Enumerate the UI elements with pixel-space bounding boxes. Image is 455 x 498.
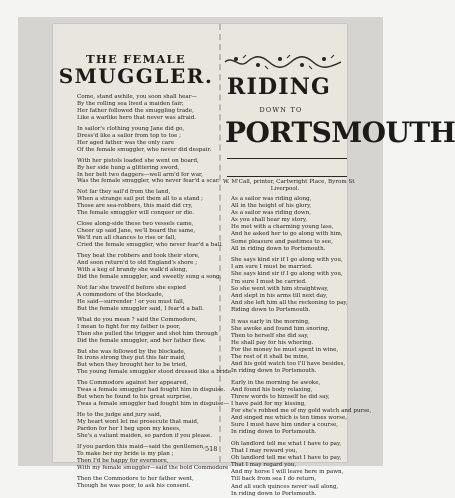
verse-line: Like a warlike hero that never was afraid. bbox=[77, 114, 197, 121]
broadside-sheet bbox=[53, 24, 455, 497]
verse-line: Did the female smuggler, and sweetly sung a song. bbox=[77, 273, 222, 280]
verse-line: But the female smuggler said, I fear'd a ball. bbox=[77, 305, 204, 312]
verse-line: Did the female smuggler, and her father flew. bbox=[77, 337, 206, 344]
verse-line: What do you mean ? said the Commodore, bbox=[77, 316, 198, 323]
verse-line: They beat the robbers and took their store, bbox=[77, 253, 200, 260]
left-song-verses bbox=[77, 94, 232, 490]
verse-line: Till back from sea I do return, bbox=[231, 476, 317, 483]
verse-line: Sure I must have him under a course, bbox=[231, 422, 339, 429]
verse-line: Then I'd be happy for evermore, bbox=[77, 457, 169, 464]
verse-line: In riding down to Portsmouth. bbox=[231, 368, 317, 375]
verse-line: With a keg of brandy she walk'd along, bbox=[77, 266, 188, 273]
verse-line: He to the judge and jury said, bbox=[77, 412, 162, 419]
right-column bbox=[223, 24, 455, 497]
printer-imprint-line1: W. M'Call, printer, Cartwright Place, Byrom St bbox=[223, 179, 355, 185]
verse-line: He shall pay for his whoring. bbox=[231, 339, 314, 346]
verse-line: My heart wont let me prosecute that maid, bbox=[77, 419, 199, 426]
verse-line: The rest of it shall be mine, bbox=[231, 353, 309, 360]
verse-line: As you shall hear my story, bbox=[231, 217, 308, 224]
verse-line: Though he was poor, to ask his consent. bbox=[77, 482, 191, 489]
verse-line: She's a valiant maiden, so pardon if you please. bbox=[77, 432, 213, 439]
verse-line: By her side hung a glittering sword, bbox=[77, 164, 180, 171]
verse-line: And soon return'd to old England's shore ; bbox=[77, 260, 198, 267]
verse-line: We'll run all chances to rise or fall, bbox=[77, 235, 177, 242]
verse-line: I'm sure I must be carried. bbox=[231, 278, 307, 285]
verse-line: Oh landlord tell me what I have to pay, bbox=[231, 455, 342, 462]
verse-line: That I may regard you, bbox=[231, 462, 297, 469]
verse-line: And my horse I will leave here in pawn, bbox=[231, 469, 344, 476]
verse-line: To make her my bride is my plan ; bbox=[77, 450, 174, 457]
verse-line: But when he found to his great surprise, bbox=[77, 394, 193, 401]
right-song-verses bbox=[231, 196, 372, 498]
title-rule-bottom bbox=[227, 176, 347, 177]
verse-line: In irons strong they put this fair maid, bbox=[77, 355, 186, 362]
song-title-down-to: DOWN TO bbox=[259, 106, 303, 114]
verse-line: Twas a female smuggler had fought him in disguise. bbox=[77, 387, 226, 394]
verse-line: Her father followed the smuggling trade, bbox=[77, 107, 194, 114]
verse-line: Close along-side these two vessels came, bbox=[77, 221, 194, 228]
verse-line: In riding down to Portsmouth. bbox=[231, 429, 317, 436]
verse-line: And he asked her to go along with him, bbox=[231, 231, 343, 238]
verse-line: She says kind sir if I go along with you, bbox=[231, 271, 343, 278]
verse-line: Pardon for her I beg upon my knees, bbox=[77, 426, 181, 433]
verse-line: I mean to fight for my father is poor, bbox=[77, 323, 181, 330]
verse-line: Then the Commodore to her father went, bbox=[77, 475, 194, 482]
verse-line: Of the female smuggler, who never did despair. bbox=[77, 146, 212, 153]
title-rule-top bbox=[227, 158, 347, 159]
verse-line: And slept in his arms till next day, bbox=[231, 292, 328, 299]
verse-line: And all such quinces never sail along, bbox=[231, 483, 339, 490]
page-number: 518 bbox=[205, 445, 218, 453]
verse-line: Then she pulled the trigger and shot him through bbox=[77, 330, 218, 337]
left-column bbox=[53, 24, 232, 489]
verse-line: That I may reward you, bbox=[231, 448, 298, 455]
verse-line: Not far she travell'd before she espied bbox=[77, 284, 187, 291]
verse-line: The young female smuggler stood dressed like a bride bbox=[77, 369, 232, 376]
verse-line: But she was followed by the blockade, bbox=[77, 348, 186, 355]
verse-line: The female smuggler will conquer or die. bbox=[77, 210, 195, 217]
verse-line: Not far they sail'd from the land, bbox=[77, 189, 171, 196]
verse-line: As a sailor was riding down, bbox=[231, 210, 312, 217]
song-title: SMUGGLER. bbox=[58, 64, 214, 88]
verse-line: It was early in the morning, bbox=[231, 318, 310, 325]
verse-line: Some pleasure and pastimes to see, bbox=[231, 238, 333, 245]
verse-line: But when they brought her to be tried, bbox=[77, 362, 188, 369]
verse-line: Riding down to Portsmouth. bbox=[231, 306, 311, 313]
printer-imprint-line2: Liverpool. bbox=[270, 186, 300, 192]
verse-line: Cheer up said Jane, we'll board the same, bbox=[77, 228, 196, 235]
verse-line: And his gold watch too I'll have besides, bbox=[231, 361, 346, 368]
verse-line: Her aged father was the only care bbox=[77, 139, 175, 146]
verse-line: Was the female smuggler, who never fear'd a scar. bbox=[77, 178, 220, 185]
verse-line: Those are sea-robbers, this maid did cry, bbox=[77, 203, 193, 210]
verse-line: Dress'd like a sailor from top to toe ; bbox=[77, 132, 182, 139]
verse-line: He met with a charming young lass, bbox=[231, 224, 334, 231]
verse-line: Come, stand awhile, you soon shall hear— bbox=[77, 94, 197, 100]
verse-line: And she left him all the reckoning to pay, bbox=[231, 299, 348, 306]
song-title-prefix: THE FEMALE bbox=[86, 52, 186, 66]
verse-line: With her pistols loaded she went on board, bbox=[77, 157, 199, 164]
verse-line: Cried the female smuggler, who never fear'd a ball. bbox=[77, 242, 223, 249]
verse-line: Early in the morning he awoke, bbox=[231, 379, 321, 386]
verse-line: I am sure I must be married. bbox=[231, 264, 313, 271]
verse-line: He said—surrender ! or you must fall, bbox=[77, 298, 185, 305]
verse-line: A commodore of the blockade, bbox=[77, 291, 164, 298]
printer-imprint bbox=[223, 179, 355, 193]
verse-line: And singed me which is ten times worse, bbox=[231, 415, 348, 422]
song-title-riding: RIDING bbox=[227, 74, 332, 100]
verse-line: She awoke and found him snoring, bbox=[231, 325, 330, 332]
verse-line: All in the height of his glory, bbox=[231, 203, 312, 210]
verse-line: In riding down to Portsmouth. bbox=[231, 490, 317, 497]
song-title-portsmouth: PORTSMOUTH bbox=[225, 116, 455, 149]
verse-line: Oh landlord tell me what I have to pay, bbox=[231, 441, 342, 447]
verse-line: In sailor's clothing young Jane did go, bbox=[77, 125, 185, 132]
verse-line: All in riding down to Portsmouth. bbox=[231, 245, 326, 252]
verse-line: I have paid for my kissing, bbox=[231, 401, 307, 408]
verse-line: And found his body relaxing, bbox=[231, 386, 313, 393]
verse-line: As a sailor was riding along, bbox=[231, 196, 312, 202]
verse-line: The Commodore against her appeared, bbox=[77, 380, 189, 387]
verse-line: Threw words to himself he did say, bbox=[231, 393, 330, 400]
verse-line: Then to herself she did say, bbox=[231, 332, 309, 339]
verse-line: If you pardon this maid—said the gentlemen, bbox=[77, 443, 205, 450]
verse-line: For the money he must spent in wine, bbox=[231, 346, 339, 353]
verse-line: For she's robbed me of my gold watch and purse, bbox=[231, 408, 372, 415]
verse-line: So she went with him straightway, bbox=[231, 285, 329, 292]
verse-line: With my female smuggler—said the bold Commodore bbox=[77, 464, 229, 471]
verse-line: Twas a female smuggler had fought him in disguise— bbox=[77, 401, 229, 408]
verse-line: She says kind sir if I go along with you, bbox=[231, 257, 343, 264]
verse-line: In her belt two daggers—well arm'd for war, bbox=[77, 171, 203, 178]
verse-line: By the rolling sea lived a maiden fair; bbox=[77, 100, 184, 107]
verse-line: When a strange sail put them all to a stand ; bbox=[77, 196, 204, 203]
decorative-vine-ornament bbox=[223, 54, 343, 70]
